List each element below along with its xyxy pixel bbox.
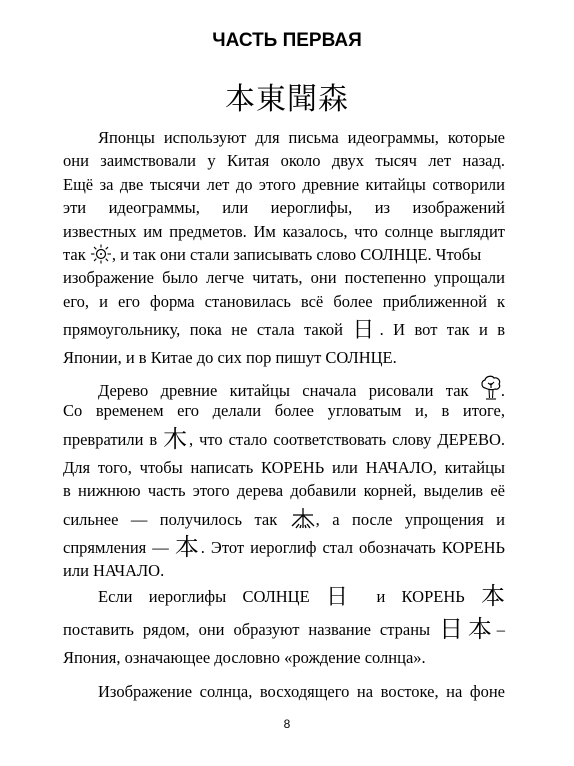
chapter-heading: ЧАСТЬ ПЕРВАЯ — [212, 30, 362, 51]
text-fragment: спрямления — — [63, 537, 169, 557]
text-line — [63, 423, 505, 456]
text-line: известных им предметов. Им казалось, что солнце выглядит — [63, 221, 505, 241]
text-fragment: , что стало соответствовать слову ДЕРЕВО. — [189, 429, 505, 449]
text-line — [63, 313, 505, 346]
text-fragment: и КОРЕНЬ — [376, 587, 465, 606]
text-line — [63, 532, 506, 561]
hieroglyph-tree: 木 — [163, 424, 190, 453]
paragraph-sun — [63, 126, 505, 370]
text-line — [63, 376, 505, 399]
title-hieroglyphs: 本東聞森 — [225, 82, 349, 117]
text-line: в нижнюю часть этого дерева добавили корней, выделив её — [63, 481, 505, 501]
text-line: эти идеограммы, или иероглифы, из изображений — [63, 198, 505, 218]
text-fragment: , а после упрощения и — [315, 509, 505, 529]
text-fragment: Если иероглифы СОЛНЦЕ — [98, 587, 310, 606]
text-fragment: поставить рядом, они образуют название страны — [63, 620, 431, 639]
paragraph-japan — [63, 580, 505, 669]
text-fragment: . — [500, 381, 505, 400]
text-line — [63, 613, 505, 646]
hieroglyph-root: 本 — [481, 582, 506, 610]
text-line — [63, 503, 505, 536]
text-fragment: прямоугольнику, пока не стала такой — [63, 320, 343, 340]
hieroglyph-japan: 日本 — [439, 615, 497, 643]
text-line: Со временем его делали более угловатым и, в итоге, — [63, 401, 505, 421]
text-fragment: превратили в — [63, 429, 158, 449]
text-fragment: – — [496, 620, 506, 639]
text-fragment: . И вот так и в — [379, 320, 505, 340]
text-line: его, и его форма становилась всё более приближенной к — [63, 291, 505, 311]
text-line: Ещё за две тысячи лет до этого древние китайцы сотворили — [63, 174, 505, 194]
paragraph-tree — [63, 376, 505, 582]
text-line — [63, 243, 505, 266]
hieroglyph-sun: 日 — [325, 585, 361, 610]
text-line: Японии, и в Китае до сих пор пишут СОЛНЦЕ. — [63, 348, 397, 368]
hieroglyph-sun: 日 — [352, 318, 380, 344]
page-number: 8 — [283, 717, 291, 731]
text-fragment: сильнее — получилось так — [63, 509, 278, 529]
text-line: Япония, означающее дословно «рождение солнца». — [63, 648, 426, 667]
text-fragment: так — [63, 244, 86, 264]
paragraph-rising-sun — [63, 680, 505, 703]
text-line — [63, 580, 505, 613]
text-line: Японцы используют для письма идеограммы, которые — [98, 128, 505, 147]
text-line: Изображение солнца, восходящего на востоке, на фоне — [98, 682, 505, 701]
text-line: изображение было легче читать, они постепенно упрощали — [63, 268, 505, 288]
text-line: или НАЧАЛО. — [63, 560, 165, 580]
text-fragment: Дерево древние китайцы сначала рисовали так — [98, 381, 469, 400]
text-fragment: . Этот иероглиф стал обозначать КОРЕНЬ — [200, 537, 506, 557]
text-fragment: , и так они стали записывать слово СОЛНЦЕ. Чтобы — [111, 244, 482, 264]
text-line: Для того, чтобы написать КОРЕНЬ или НАЧАЛО, китайцы — [63, 457, 505, 477]
hieroglyph-root: 本 — [174, 532, 201, 561]
text-line: они заимствовали у Китая около двух тысяч лет назад. — [63, 151, 505, 171]
tree-with-roots-icon — [290, 507, 316, 540]
